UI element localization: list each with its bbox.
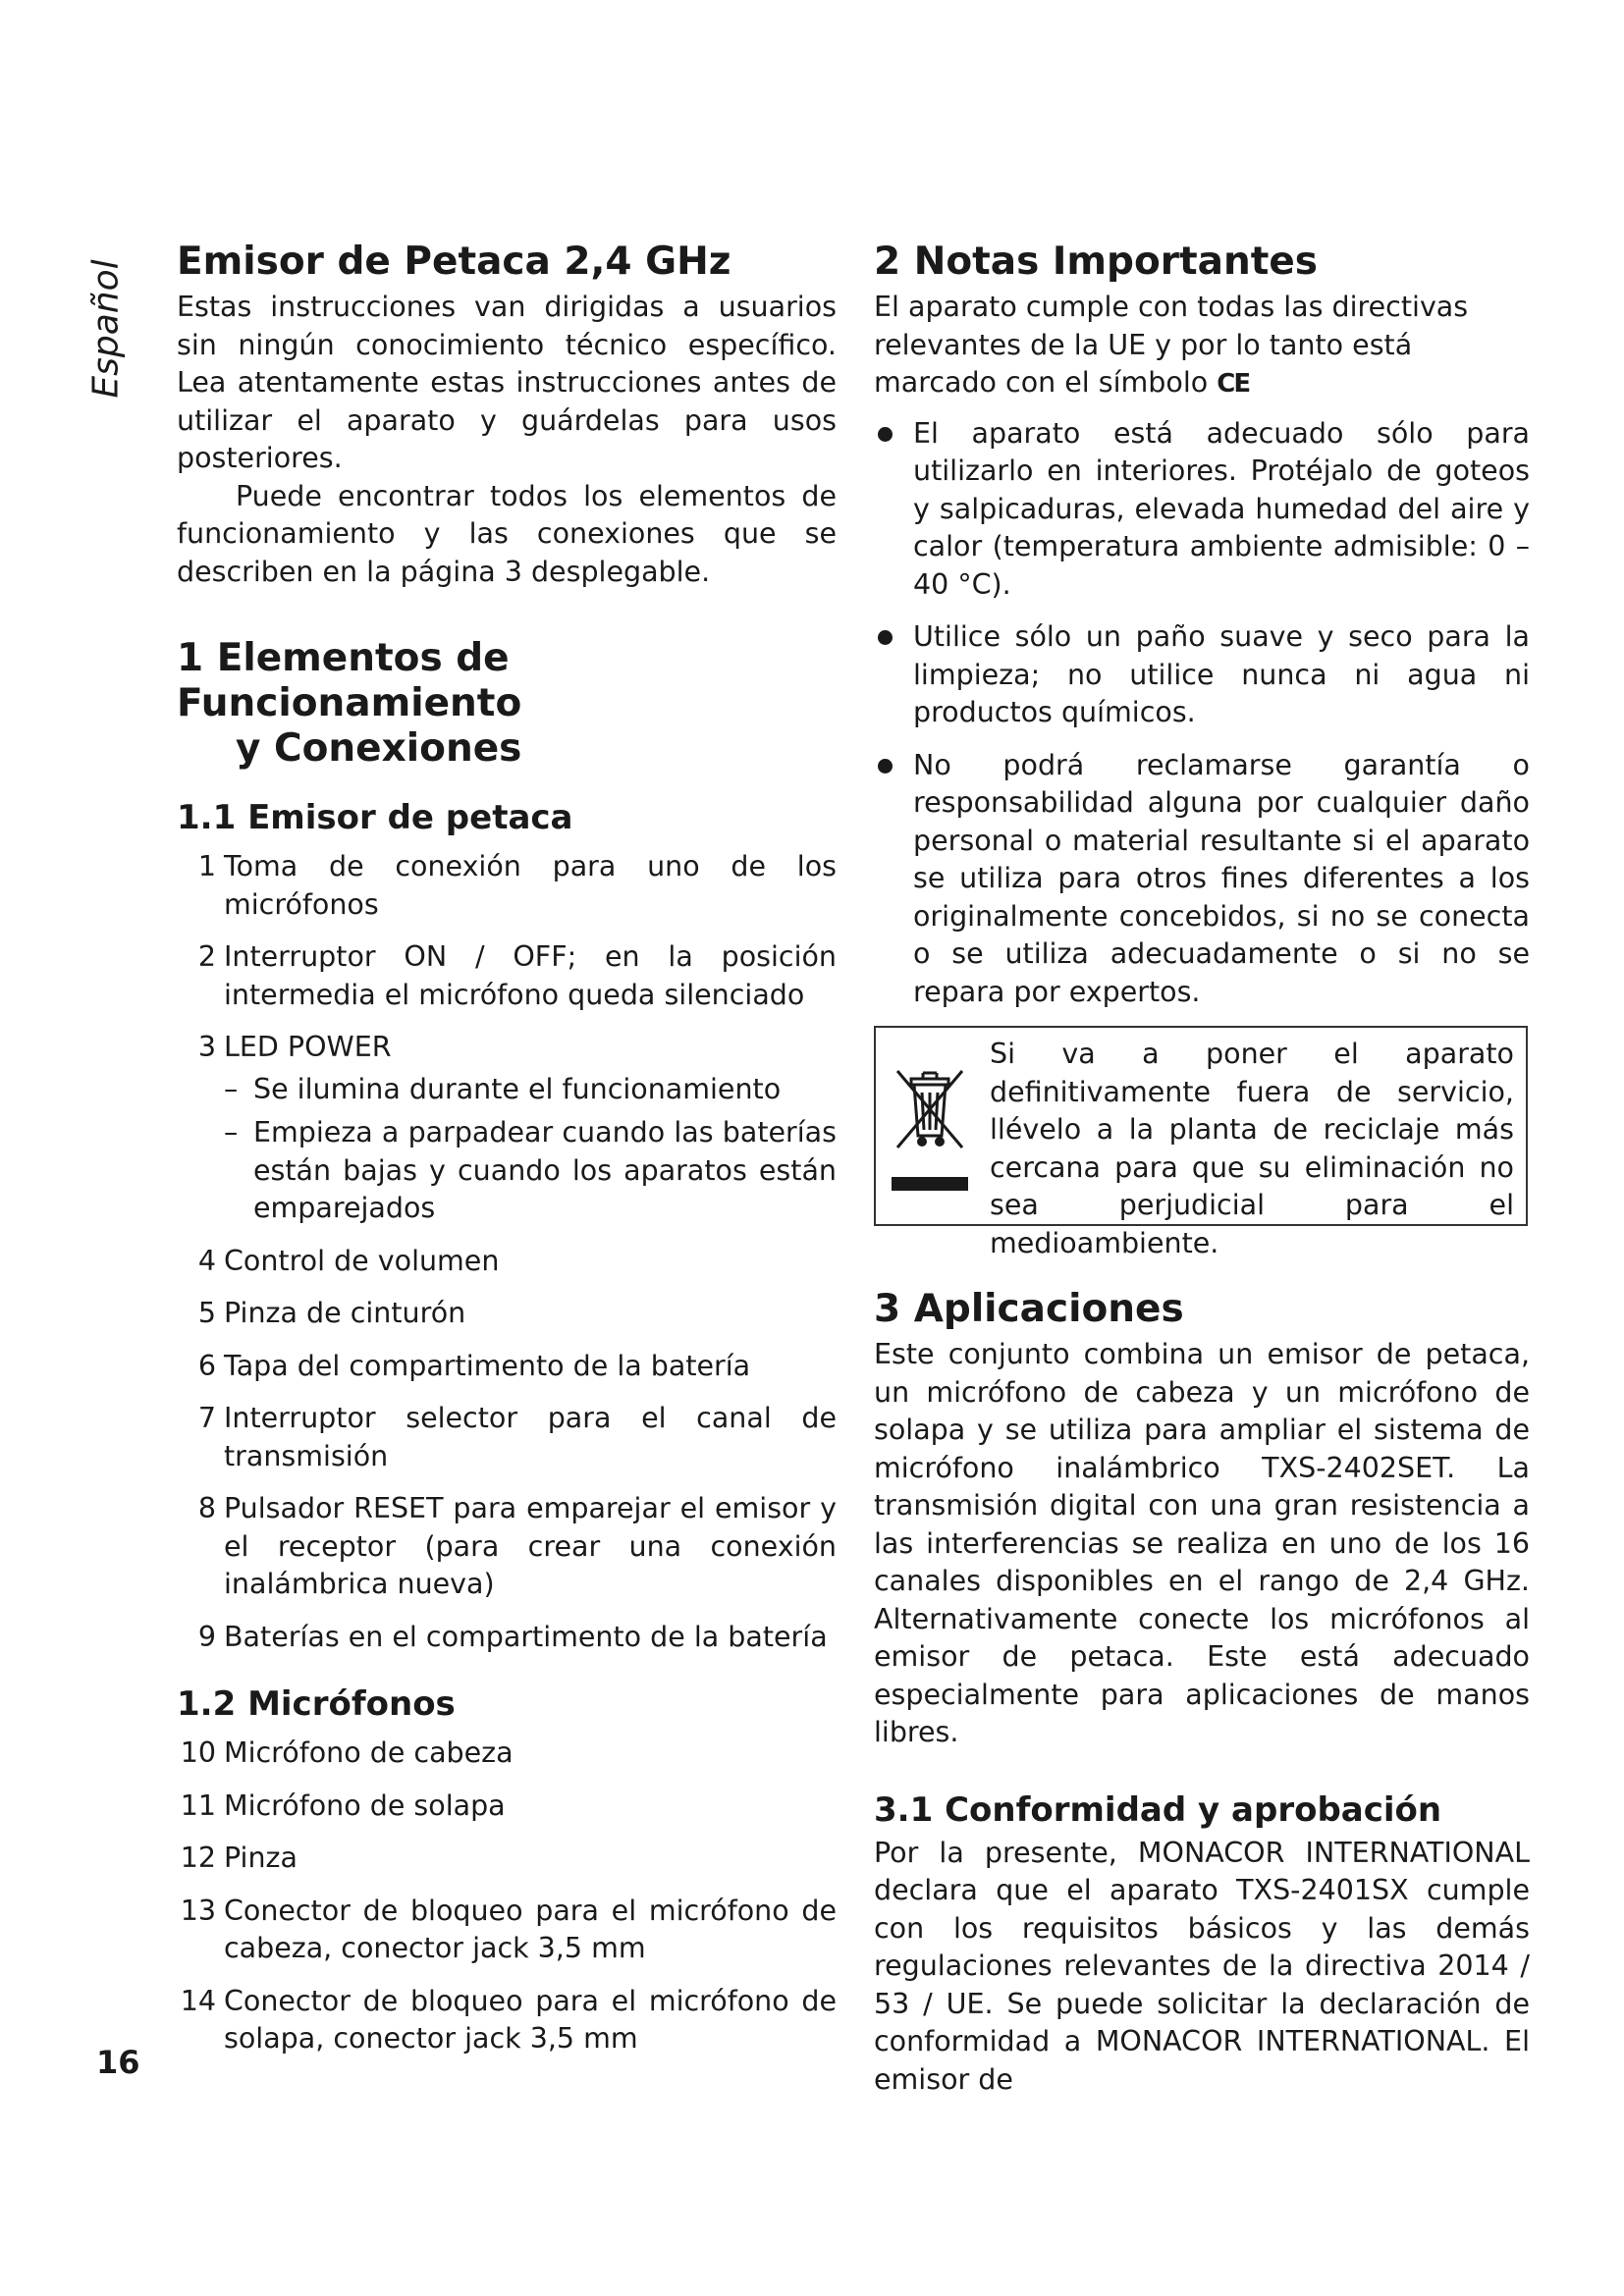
section-2-intro: El aparato cumple con todas las directivas relevantes de la UE y por lo tanto está marcado con el símbolo CE: [874, 291, 1469, 399]
list-item: 13 Conector de bloqueo para el micrófono de cabeza, conector jack 3,5 mm: [180, 1894, 837, 1964]
safety-notes-list: [874, 415, 1530, 1012]
list-item: 2 Interruptor ON / OFF; en la posición intermedia el micrófono queda silenciado: [197, 940, 837, 1011]
intro-paragraph: Estas instrucciones van dirigidas a usuarios sin ningún conocimiento técnico específico. Lea atentamente estas instrucciones antes de utilizar el aparato y guárdelas para usos posteriores.: [177, 291, 837, 474]
list-item: 1 Toma de conexión para uno de los micrófonos: [197, 850, 837, 921]
list-item: 11 Micrófono de solapa: [180, 1789, 506, 1822]
list-item: Utilice sólo un paño suave y seco para la limpieza; no utilice nunca ni agua ni productos químicos.: [874, 618, 1530, 732]
list-item: No podrá reclamarse garantía o responsabilidad alguna por cualquier daño personal o material resultante si el aparato se utiliza para otros fines diferentes a los originalmente concebidos, si no se conecta o se utiliza adecuadamente o si no se repara por expertos.: [874, 747, 1530, 1012]
crossed-out-bin-icon: [890, 1057, 970, 1204]
bullet-icon: [878, 759, 893, 774]
elements-list-a: [177, 848, 837, 1067]
list-item: – Se ilumina durante el funcionamiento: [224, 1072, 782, 1105]
conformity-paragraph: Por la presente, MONACOR INTERNATIONAL declara que el aparato TXS-2401SX cumple con los requisitos básicos y las demás regulaciones relevantes de la directiva 2014 / 53 / UE. Se puede solicitar la declaración de conformidad a MONACOR INTERNATIONAL. El emisor de: [874, 1836, 1530, 2096]
language-tab: [86, 245, 126, 412]
list-item: 5 Pinza de cinturón: [197, 1297, 466, 1329]
subsection-1-2-title: 1.2 Micrófonos: [177, 1684, 456, 1724]
list-item: 9 Baterías en el compartimento de la batería: [197, 1620, 828, 1653]
list-item: 3 LED POWER: [197, 1031, 392, 1063]
page-number: 16: [96, 2044, 140, 2081]
left-column: [177, 240, 837, 2073]
list-item: 4 Control de volumen: [197, 1244, 500, 1277]
bullet-icon: [878, 427, 893, 442]
recycling-notice-text: Si va a poner el aparato definitivamente fuera de servicio, llévelo a la planta de reciclaje más cercana para que su eliminación no sea perjudicial para el medioambiente.: [990, 1038, 1514, 1259]
section-1-title: 1 Elementos de Funcionamiento y Conexiones: [177, 636, 522, 771]
subsection-1-1-title: 1.1 Emisor de petaca: [177, 798, 573, 837]
recycling-notice-box: [874, 1026, 1528, 1259]
list-item: 6 Tapa del compartimento de la batería: [197, 1349, 751, 1382]
ce-mark-icon: CE: [1217, 369, 1250, 399]
list-item: 8 Pulsador RESET para emparejar el emisor y el receptor (para crear una conexión inalámbrica nueva): [197, 1492, 837, 1600]
section-2-title: 2 Notas Importantes: [874, 240, 1319, 284]
list-item: El aparato está adecuado sólo para utilizarlo en interiores. Protéjalo de goteos y salpicaduras, elevada humedad del aire y calor (temperatura ambiente admisible: 0 – 40 °C).: [874, 415, 1530, 605]
bullet-icon: [878, 630, 893, 645]
list-item: 7 Interruptor selector para el canal de transmisión: [197, 1402, 837, 1472]
list-item: 10 Micrófono de cabeza: [180, 1736, 514, 1769]
list-item: – Empieza a parpadear cuando las baterías están bajas y cuando los aparatos están emparejados: [224, 1116, 837, 1224]
led-description-list: [177, 1071, 837, 1228]
language-label: Español: [85, 259, 127, 399]
intro-paragraph-2: Puede encontrar todos los elementos de funcionamiento y las conexiones que se describen en la página 3 desplegable.: [177, 479, 837, 588]
section-3-title: 3 Aplicaciones: [874, 1287, 1184, 1331]
right-column: [874, 240, 1530, 2099]
applications-paragraph: Este conjunto combina un emisor de petaca, un micrófono de cabeza y un micrófono de solapa y se utiliza para ampliar el sistema de micrófono inalámbrico TXS-2402SET. La transmisión digital con una gran resistencia a las interferencias se realiza en uno de los 16 canales disponibles en el rango de 2,4 GHz. Alternativamente conecte los micrófonos al emisor de petaca. Este está adecuado especialmente para aplicaciones de manos libres.: [874, 1338, 1530, 1748]
subsection-3-1-title: 3.1 Conformidad y aprobación: [874, 1789, 1442, 1830]
microphones-list: [177, 1735, 837, 2058]
list-item: 14 Conector de bloqueo para el micrófono de solapa, conector jack 3,5 mm: [180, 1984, 837, 2055]
elements-list-b: [177, 1243, 837, 1657]
list-item: 12 Pinza: [180, 1842, 298, 1874]
product-title: Emisor de Petaca 2,4 GHz: [177, 240, 731, 284]
